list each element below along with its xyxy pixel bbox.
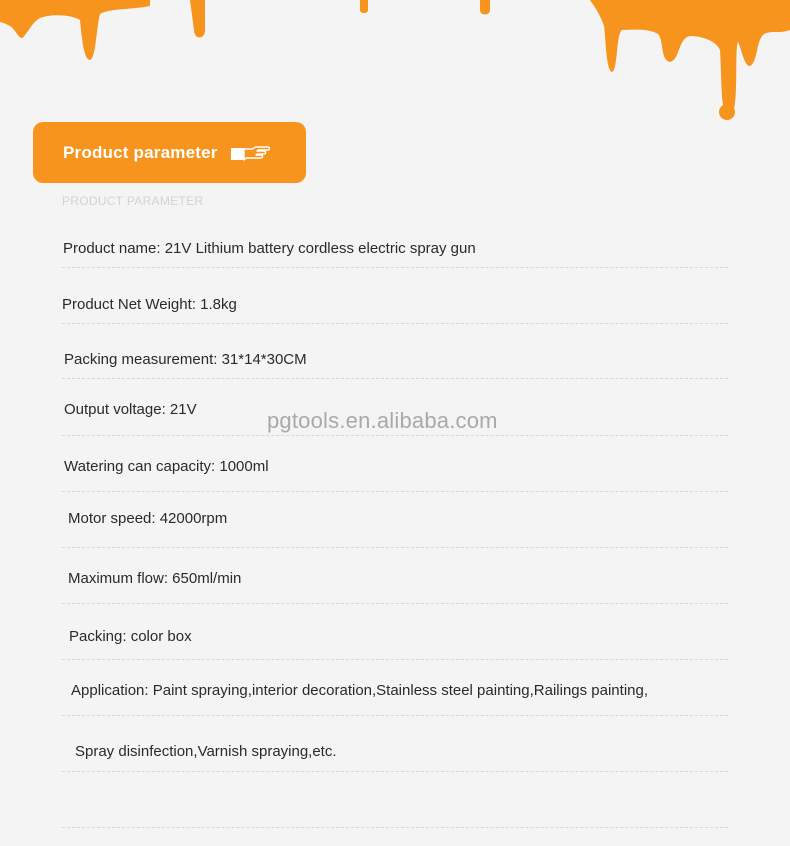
watermark-text: pgtools.en.alibaba.com: [267, 408, 498, 433]
row-divider: [62, 827, 728, 828]
param-capacity: Watering can capacity: 1000ml: [64, 458, 269, 475]
param-product-name: Product name: 21V Lithium battery cordless electric spray gun: [63, 240, 476, 257]
param-output-voltage: Output voltage: 21V: [64, 401, 197, 418]
param-application-continued: Spray disinfection,Varnish spraying,etc.: [75, 743, 337, 760]
row-divider: [62, 378, 728, 379]
pointing-hand-icon: [230, 144, 270, 162]
section-title: Product parameter: [63, 142, 218, 162]
row-divider: [62, 323, 728, 324]
param-application: Application: Paint spraying,interior decoration,Stainless steel painting,Railings painting,: [71, 682, 649, 699]
row-divider: [62, 659, 728, 660]
row-divider: [62, 771, 728, 772]
row-divider: [62, 715, 728, 716]
param-net-weight: Product Net Weight: 1.8kg: [62, 296, 237, 313]
section-subtitle: PRODUCT PARAMETER: [62, 194, 204, 208]
paint-drips-decoration: [0, 0, 790, 130]
row-divider: [62, 435, 728, 436]
param-max-flow: Maximum flow: 650ml/min: [68, 570, 242, 587]
row-divider: [62, 491, 728, 492]
row-divider: [62, 603, 728, 604]
param-packing: Packing: color box: [69, 628, 192, 645]
row-divider: [62, 547, 728, 548]
param-motor-speed: Motor speed: 42000rpm: [68, 510, 228, 527]
row-divider: [62, 267, 728, 268]
section-title-badge: [33, 122, 306, 183]
param-packing-measurement: Packing measurement: 31*14*30CM: [64, 351, 307, 368]
